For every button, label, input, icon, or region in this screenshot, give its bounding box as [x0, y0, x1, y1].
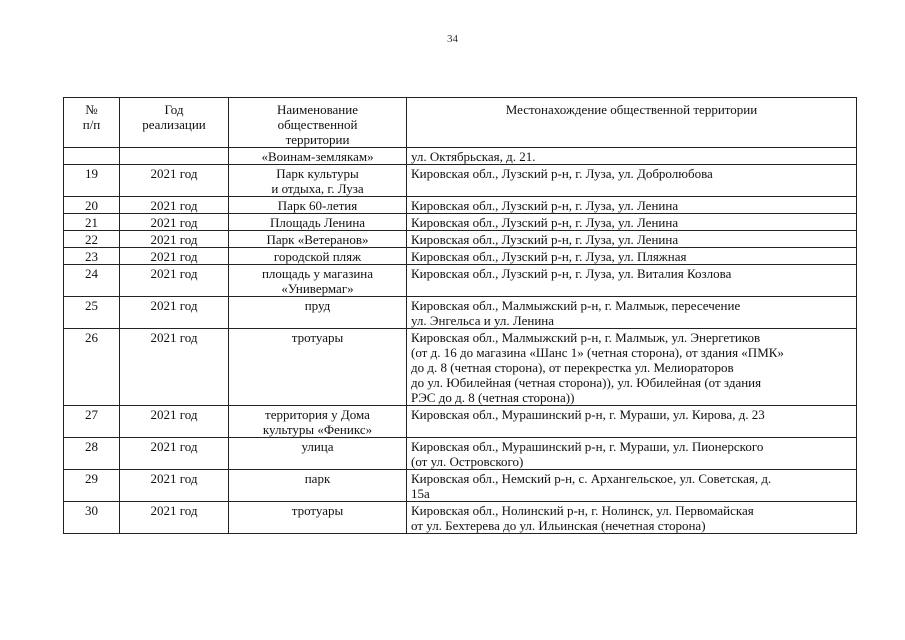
- cell-year: 2021 год: [120, 231, 229, 248]
- cell-name: парк: [229, 470, 407, 502]
- cell-year: 2021 год: [120, 197, 229, 214]
- table-row: [64, 214, 857, 231]
- cell-location: Кировская обл., Лузский р-н, г. Луза, ул. Ленина: [407, 214, 857, 231]
- cell-name: тротуары: [229, 502, 407, 534]
- cell-location: Кировская обл., Мурашинский р-н, г. Мураши, ул. Кирова, д. 23: [407, 406, 857, 438]
- cell-num: [64, 148, 120, 165]
- cell-year: 2021 год: [120, 470, 229, 502]
- cell-location: Кировская обл., Малмыжский р-н, г. Малмыж, пересечение ул. Энгельса и ул. Ленина: [407, 297, 857, 329]
- table-row: [64, 265, 857, 297]
- table-row: [64, 470, 857, 502]
- cell-name: Парк 60-летия: [229, 197, 407, 214]
- header-num: № п/п: [64, 98, 120, 148]
- cell-num: 23: [64, 248, 120, 265]
- cell-name: Парк культуры и отдыха, г. Луза: [229, 165, 407, 197]
- cell-location: ул. Октябрьская, д. 21.: [407, 148, 857, 165]
- cell-year: 2021 год: [120, 265, 229, 297]
- cell-name: улица: [229, 438, 407, 470]
- cell-num: 25: [64, 297, 120, 329]
- cell-location: Кировская обл., Мурашинский р-н, г. Мураши, ул. Пионерского (от ул. Островского): [407, 438, 857, 470]
- cell-year: 2021 год: [120, 406, 229, 438]
- cell-year: 2021 год: [120, 438, 229, 470]
- table-row: [64, 502, 857, 534]
- cell-year: 2021 год: [120, 214, 229, 231]
- table-row: [64, 231, 857, 248]
- cell-num: 26: [64, 329, 120, 406]
- header-year: Год реализации: [120, 98, 229, 148]
- cell-num: 20: [64, 197, 120, 214]
- cell-num: 24: [64, 265, 120, 297]
- cell-location: Кировская обл., Лузский р-н, г. Луза, ул. Ленина: [407, 231, 857, 248]
- cell-num: 19: [64, 165, 120, 197]
- table-row: [64, 148, 857, 165]
- cell-name: «Воинам-землякам»: [229, 148, 407, 165]
- cell-name: площадь у магазина «Универмаг»: [229, 265, 407, 297]
- cell-year: 2021 год: [120, 297, 229, 329]
- table-row: [64, 406, 857, 438]
- public-territories-table: [63, 97, 857, 534]
- cell-location: Кировская обл., Нолинский р-н, г. Нолинск, ул. Первомайская от ул. Бехтерева до ул. Ильинская (нечетная сторона): [407, 502, 857, 534]
- cell-num: 21: [64, 214, 120, 231]
- cell-num: 27: [64, 406, 120, 438]
- table-row: [64, 438, 857, 470]
- cell-num: 29: [64, 470, 120, 502]
- cell-year: 2021 год: [120, 502, 229, 534]
- table-row: [64, 248, 857, 265]
- cell-name: территория у Дома культуры «Феникс»: [229, 406, 407, 438]
- table-row: [64, 297, 857, 329]
- cell-name: Парк «Ветеранов»: [229, 231, 407, 248]
- cell-year: 2021 год: [120, 329, 229, 406]
- cell-year: [120, 148, 229, 165]
- cell-year: 2021 год: [120, 165, 229, 197]
- cell-location: Кировская обл., Лузский р-н, г. Луза, ул. Пляжная: [407, 248, 857, 265]
- cell-name: пруд: [229, 297, 407, 329]
- cell-num: 22: [64, 231, 120, 248]
- cell-location: Кировская обл., Немский р-н, с. Архангельское, ул. Советская, д. 15а: [407, 470, 857, 502]
- cell-name: городской пляж: [229, 248, 407, 265]
- cell-location: Кировская обл., Лузский р-н, г. Луза, ул. Ленина: [407, 197, 857, 214]
- cell-name: тротуары: [229, 329, 407, 406]
- cell-year: 2021 год: [120, 248, 229, 265]
- cell-location: Кировская обл., Малмыжский р-н, г. Малмыж, ул. Энергетиков (от д. 16 до магазина «Шанс 1» (четная сторона), от здания «ПМК» до д. 8 (четная сторона), от перекрестка ул. Мелиораторов до ул. Юбилейная (четная сторона)), ул. Юбилейная (от здания РЭС до д. 8 (четная сторона)): [407, 329, 857, 406]
- cell-num: 28: [64, 438, 120, 470]
- table-row: [64, 165, 857, 197]
- table-body: [64, 148, 857, 534]
- cell-num: 30: [64, 502, 120, 534]
- cell-location: Кировская обл., Лузский р-н, г. Луза, ул. Виталия Козлова: [407, 265, 857, 297]
- header-name: Наименование общественной территории: [229, 98, 407, 148]
- table-row: [64, 197, 857, 214]
- page-number: 34: [447, 33, 458, 45]
- cell-name: Площадь Ленина: [229, 214, 407, 231]
- table-row: [64, 329, 857, 406]
- header-location: Местонахождение общественной территории: [407, 98, 857, 148]
- cell-location: Кировская обл., Лузский р-н, г. Луза, ул. Добролюбова: [407, 165, 857, 197]
- table-header-row: [64, 98, 857, 148]
